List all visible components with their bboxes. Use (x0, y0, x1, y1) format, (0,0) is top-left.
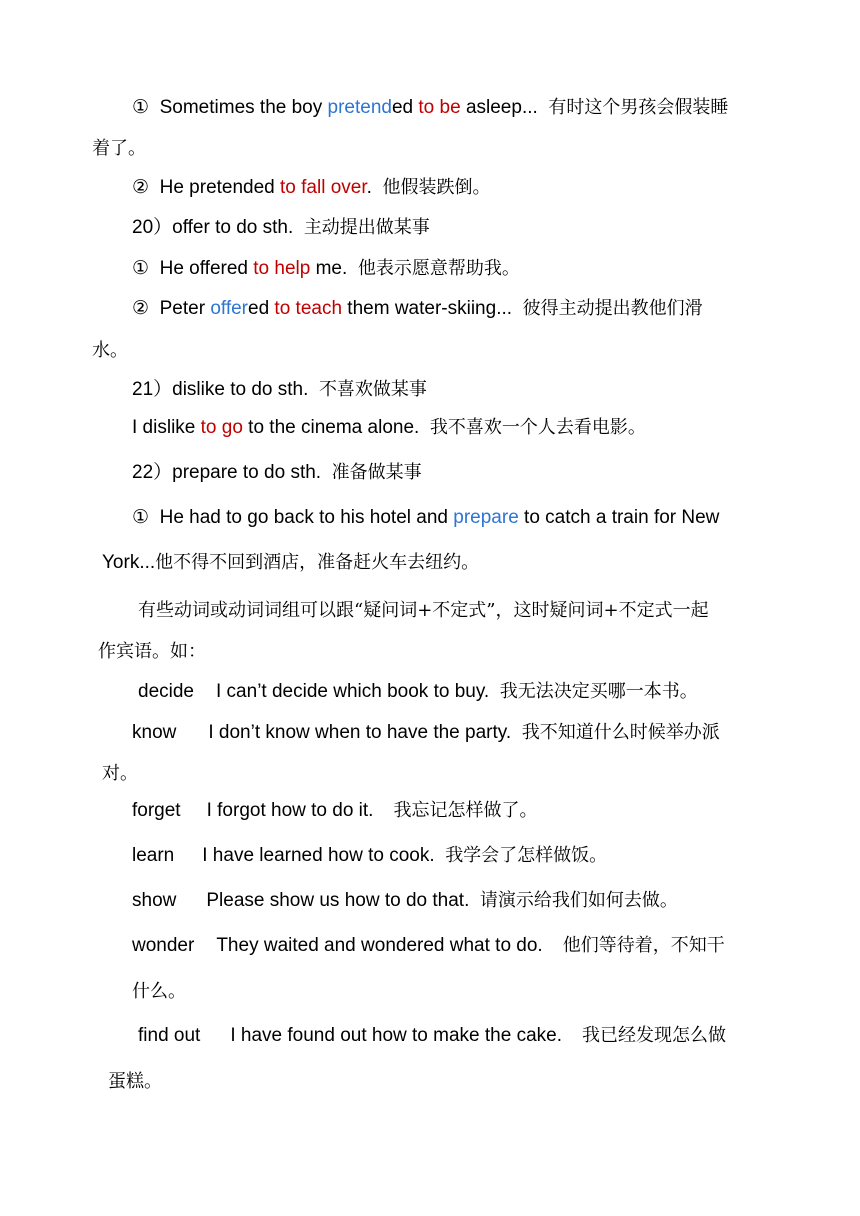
text: me. (310, 258, 348, 279)
example-line (132, 257, 520, 281)
text: I dislike (132, 417, 201, 438)
verb: wonder (132, 935, 195, 956)
intro-line: 有些动词或动词词组可以跟“疑问词+不定式”，这时疑问词+不定式一起 (138, 600, 709, 621)
heading-cn: 主动提出做某事 (303, 217, 430, 238)
sentence: They waited and wondered what to do. (216, 935, 543, 956)
translation: 我学会了怎样做饭。 (445, 845, 608, 866)
circled-number: ① (132, 258, 150, 279)
intro-line: 作宾语。如： (98, 641, 206, 662)
verb-example (132, 799, 537, 823)
text: He pretended (159, 177, 281, 198)
verb-example (132, 844, 607, 868)
verb-example (132, 889, 678, 913)
example-line (132, 297, 703, 321)
translation: 我无法决定买哪一本书。 (499, 681, 698, 702)
highlight-red: to be (418, 97, 461, 118)
highlight-red: to go (200, 417, 243, 438)
example-line (132, 506, 719, 530)
translation: 我不喜欢一个人去看电影。 (429, 417, 646, 438)
heading-cn: 不喜欢做某事 (318, 379, 427, 400)
highlight-blue: prepare (453, 507, 519, 528)
heading-cn: 准备做某事 (331, 462, 422, 483)
translation: 他表示愿意帮助我。 (357, 258, 520, 279)
text: to catch a train for New (518, 507, 720, 528)
circled-number: ① (132, 97, 150, 118)
translation: 他假装跌倒。 (382, 177, 491, 198)
highlight-red: to help (253, 258, 311, 279)
continuation: 着了。 (92, 138, 146, 159)
circled-number: ② (132, 298, 150, 319)
verb: forget (132, 800, 181, 821)
text: asleep... (460, 97, 538, 118)
verb: learn (132, 845, 175, 866)
translation: 有时这个男孩会假装睡 (548, 97, 729, 118)
verb-example (138, 680, 698, 704)
continuation: 水。 (92, 340, 128, 361)
text: Peter (159, 298, 211, 319)
text: ed (248, 298, 275, 319)
continuation: 什么。 (132, 981, 186, 1002)
continuation (102, 551, 479, 575)
highlight-red: to fall over (280, 177, 367, 198)
verb: show (132, 890, 177, 911)
heading-en: 22）prepare to do sth. (132, 462, 322, 483)
verb: know (132, 722, 177, 743)
text: ed (391, 97, 419, 118)
verb-example (138, 1024, 726, 1048)
translation: 彼得主动提出教他们滑 (522, 298, 703, 319)
text: Sometimes the boy (159, 97, 328, 118)
verb-example (132, 934, 725, 958)
sentence: I can’t decide which book to buy. (216, 681, 490, 702)
example-line (132, 416, 646, 440)
text: York... (102, 552, 156, 573)
verb: find out (138, 1025, 201, 1046)
circled-number: ① (132, 507, 150, 528)
sentence: I have found out how to make the cake. (230, 1025, 562, 1046)
item-heading (132, 378, 427, 402)
text: them water-skiing... (342, 298, 513, 319)
translation: 我忘记怎样做了。 (393, 800, 538, 821)
continuation: 蛋糕。 (108, 1071, 162, 1092)
heading-en: 21）dislike to do sth. (132, 379, 309, 400)
item-heading (132, 461, 422, 485)
circled-number: ② (132, 177, 150, 198)
sentence: I forgot how to do it. (206, 800, 374, 821)
heading-en: 20）offer to do sth. (132, 217, 294, 238)
translation: 他们等待着，不知干 (562, 935, 725, 956)
highlight-blue: offer (210, 298, 248, 319)
text: He had to go back to his hotel and (159, 507, 454, 528)
highlight-red: to teach (274, 298, 343, 319)
translation: 我已经发现怎么做 (581, 1025, 726, 1046)
continuation: 对。 (102, 763, 138, 784)
text: . (366, 177, 372, 198)
example-line (132, 96, 728, 120)
translation: 我不知道什么时候举办派 (521, 722, 720, 743)
translation: 请演示给我们如何去做。 (479, 890, 678, 911)
sentence: I have learned how to cook. (202, 845, 435, 866)
translation: 他不得不回到酒店，准备赶火车去纽约。 (155, 552, 480, 573)
sentence: Please show us how to do that. (206, 890, 470, 911)
sentence: I don’t know when to have the party. (208, 722, 512, 743)
verb-example (132, 721, 720, 745)
text: He offered (159, 258, 254, 279)
verb: decide (138, 681, 194, 702)
example-line (132, 176, 490, 200)
highlight-blue: pretend (327, 97, 392, 118)
text: to the cinema alone. (242, 417, 420, 438)
item-heading (132, 216, 430, 240)
